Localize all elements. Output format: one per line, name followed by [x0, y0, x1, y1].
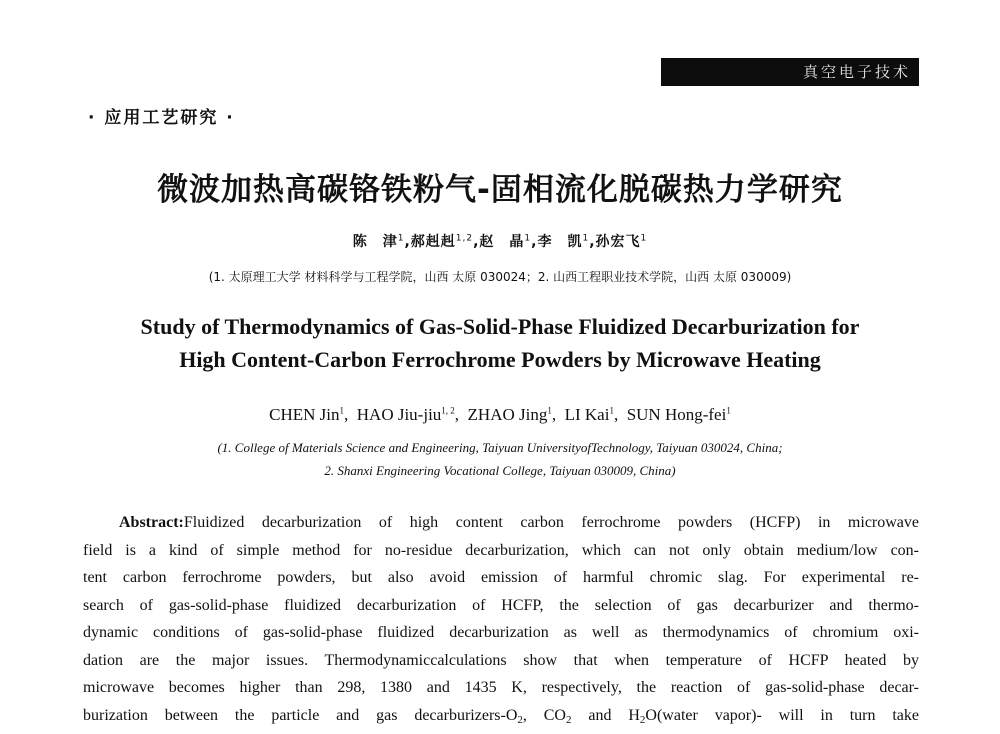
author-name: CHEN Jin: [269, 405, 340, 424]
author-affil-mark: 1: [582, 233, 590, 244]
author-name: ZHAO Jing: [467, 405, 548, 424]
abstract-label: Abstract:: [119, 514, 184, 531]
author-name: SUN Hong-fei: [626, 405, 727, 424]
english-title-line: High Content-Carbon Ferrochrome Powders by Microwave Heating: [179, 347, 821, 372]
author-affil-mark: 1: [609, 405, 614, 416]
abstract-text: Fluidized decarburization of high content carbon ferrochrome powders (HCFP) in microwave: [183, 514, 919, 531]
author-affil-mark: 1: [397, 233, 405, 244]
author-name: 孙宏飞: [595, 234, 641, 250]
english-author-list: CHEN Jin$^1$, HAO Jiu-jiu$^{1, 2}$, ZHAO Jing$^1$, LI Kai$^1$, SUN Hong-fei$^1$: [269, 405, 731, 424]
english-affiliation: [0, 436, 1000, 482]
section-label: · 应用工艺研究 ·: [88, 108, 235, 128]
english-affiliation-line: (1. College of Materials Science and Engineering, Taiyuan UniversityofTechnology, Taiyuan 030024, China;: [217, 440, 783, 455]
abstract-text: and H: [571, 706, 640, 724]
abstract-line: [83, 702, 919, 730]
abstract-line: tent carbon ferrochrome powders, but also avoid emission of harmful chromic slag. For experimental re-: [83, 569, 919, 586]
abstract-text: O(water vapor)- will in turn take: [645, 706, 920, 724]
abstract-line: dation are the major issues. Thermodynamiccalculations show that when temperature of HCFP heated by: [83, 651, 919, 669]
abstract: [83, 509, 919, 729]
subscript: 2: [566, 713, 572, 726]
author-affil-mark: 1, 2: [441, 405, 455, 416]
abstract-line: microwave becomes higher than 298, 1380 and 1435 K, respectively, the reaction of gas-solid-phase decar-: [83, 679, 919, 696]
english-affiliation-line: 2. Shanxi Engineering Vocational College, Taiyuan 030009, China): [324, 463, 676, 478]
author-name: 陈 津: [352, 234, 398, 250]
chinese-title: 微波加热高碳铬铁粉气-固相流化脱碳热力学研究: [157, 172, 843, 208]
author-affil-mark: 1: [640, 233, 648, 244]
subscript: 2: [639, 713, 646, 726]
author-name: 李 凯: [537, 234, 583, 250]
author-affil-mark: 1,2: [455, 233, 474, 244]
chinese-affiliation: (1. 太原理工大学 材料科学与工程学院，山西 太原 030024；2. 山西工程职业技术学院，山西 太原 030009): [208, 270, 792, 284]
author-affil-mark: 1: [524, 233, 532, 244]
abstract-text: burization between the particle and gas decarburizers-O: [83, 706, 518, 724]
subscript: 2: [517, 713, 523, 726]
author-name: LI Kai: [564, 405, 610, 424]
journal-name-banner: 真空电子技术: [661, 58, 919, 86]
author-affil-mark: 1: [547, 405, 552, 416]
abstract-line: dynamic conditions of gas-solid-phase fluidized decarburization as well as thermodynamics of chromium oxi-: [83, 624, 919, 641]
author-name: HAO Jiu-jiu: [356, 405, 442, 424]
english-title-line: Study of Thermodynamics of Gas-Solid-Phase Fluidized Decarburization for: [140, 314, 860, 339]
chinese-author-list: 陈 津$^1$,郝赳赳$^{1,2}$,赵 晶$^1$,李 凯$^1$,孙宏飞$^1$: [352, 233, 648, 250]
author-name: 郝赳赳: [410, 234, 456, 250]
author-affil-mark: 1: [339, 405, 345, 416]
author-name: 赵 晶: [479, 234, 525, 250]
abstract-text: , CO: [522, 706, 566, 724]
abstract-line: [83, 509, 919, 537]
author-affil-mark: 1: [726, 405, 731, 416]
english-title: [0, 310, 1000, 376]
abstract-line: search of gas-solid-phase fluidized decarburization of HCFP, the selection of gas decarburizer and thermo-: [83, 596, 919, 614]
abstract-line: field is a kind of simple method for no-residue decarburization, which can not only obtain medium/low con-: [83, 541, 919, 559]
